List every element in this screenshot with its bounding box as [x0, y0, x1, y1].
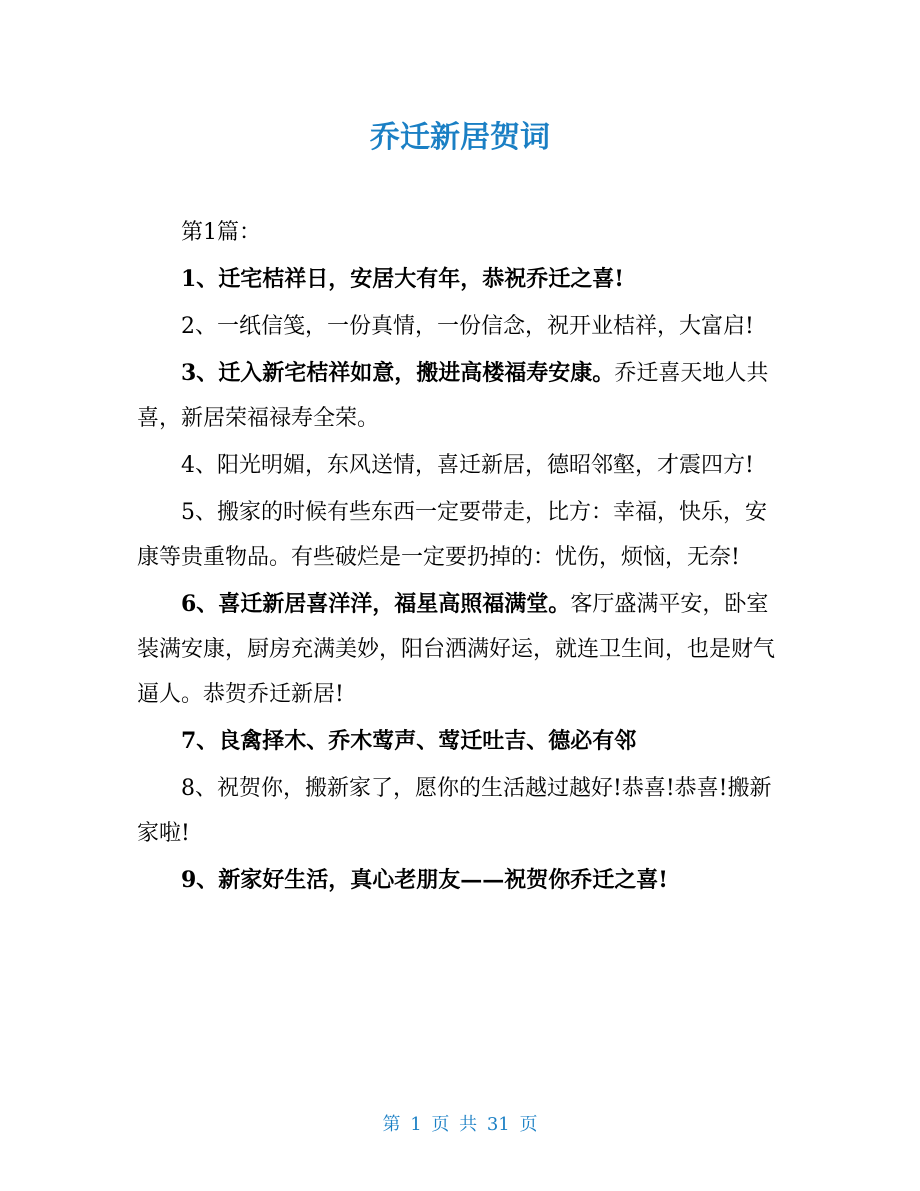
paragraph-2 — [137, 304, 777, 349]
page-footer: 第 1 页 共 31 页 — [382, 1114, 538, 1135]
paragraph-4-text: 4、阳光明媚，东风送情，喜迁新居，德昭邻壑，才震四方! — [181, 453, 754, 478]
paragraph-9-bold: 9、新家好生活，真心老朋友——祝贺你乔迁之喜! — [181, 867, 668, 893]
paragraph-6-bold: 6、喜迁新居喜洋洋，福星高照福满堂。 — [181, 591, 571, 617]
paragraph-7-bold: 7、良禽择木、乔木莺声、莺迁吐吉、德必有邻 — [181, 728, 637, 754]
paragraph-3 — [137, 351, 777, 441]
page-title: 乔迁新居贺词 — [370, 120, 550, 155]
paragraph-2-text: 2、一纸信笺，一份真情，一份信念，祝开业桔祥，大富启! — [181, 314, 754, 339]
paragraph-6 — [137, 582, 777, 717]
paragraph-6-text: 客厅盛满平安，卧室装满安康，厨房充满美妙，阳台洒满好运，就连卫生间，也是财气逼人。恭贺乔迁新居! — [137, 592, 776, 707]
document-body — [137, 210, 777, 903]
paragraph-1-bold: 1、迁宅桔祥日，安居大有年，恭祝乔迁之喜! — [181, 266, 624, 292]
paragraph-7 — [137, 719, 777, 764]
paragraph-1 — [137, 257, 777, 302]
paragraph-8 — [137, 766, 777, 856]
paragraph-4 — [137, 443, 777, 488]
paragraph-5 — [137, 490, 777, 580]
paragraph-3-text: 乔迁喜天地人共喜，新居荣福禄寿全荣。 — [137, 361, 769, 431]
paragraph-3-bold: 3、迁入新宅桔祥如意，搬进高楼福寿安康。 — [181, 360, 615, 386]
section-label: 第1篇： — [181, 220, 261, 245]
paragraph-9 — [137, 858, 777, 903]
paragraph-5-text: 5、搬家的时候有些东西一定要带走，比方：幸福，快乐，安康等贵重物品。有些破烂是一定要扔掉的：忧伤，烦恼，无奈! — [137, 500, 767, 570]
paragraph-8-text: 8、祝贺你，搬新家了，愿你的生活越过越好!恭喜!恭喜!搬新家啦! — [137, 776, 772, 846]
